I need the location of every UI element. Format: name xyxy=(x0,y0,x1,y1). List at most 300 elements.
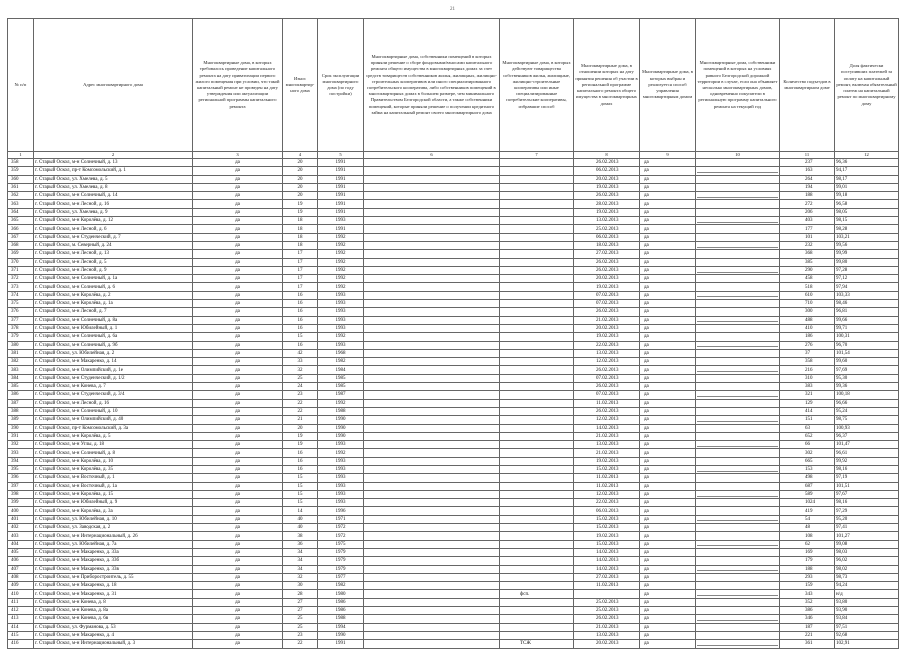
payment-share-cell: 99,56 xyxy=(835,241,899,249)
owners-decision-cell xyxy=(364,374,500,382)
management-cell: да xyxy=(640,391,696,399)
row-number: 358 xyxy=(8,159,34,167)
wear-cell: 30 xyxy=(283,582,318,590)
management-cell: да xyxy=(640,416,696,424)
inclusion-cell xyxy=(696,465,780,473)
payment-share-cell: 101,27 xyxy=(835,532,899,540)
row-number: 372 xyxy=(8,275,34,283)
row-number: 374 xyxy=(8,291,34,299)
entrances-cell: 346 xyxy=(780,615,835,623)
repair-needed-cell: да xyxy=(193,233,283,241)
year-cell: 1991 xyxy=(318,208,364,216)
row-number: 377 xyxy=(8,316,34,324)
decision-date-cell: 26.02.2013 xyxy=(574,383,640,391)
table-row xyxy=(8,507,899,515)
year-cell: 1972 xyxy=(318,524,364,532)
year-cell: 1993 xyxy=(318,291,364,299)
entrances-cell: 188 xyxy=(780,192,835,200)
wear-cell: 32 xyxy=(283,366,318,374)
row-number: 407 xyxy=(8,565,34,573)
column-number: 10 xyxy=(696,152,780,159)
table-row xyxy=(8,424,899,432)
payment-share-cell: 97,94 xyxy=(835,283,899,291)
row-number: 367 xyxy=(8,233,34,241)
header-c6: Многоквартирные дома, собственники помещений в которых приняли решение о сборе фондовыми/взносами капитального ремонта общего имущества в многоквартирных домах за счет средств товариществ собственников жилья, жилищных, жилищно-строительных кооперативов или иного специализированного потребительского кооператива, либо собственников помещений в многоквартирных домах в большем размере, чем минимального Правительством Белгородской области, а также собственники помещений, которые приняли решение о получении кредитного займа на капитальный ремонт своего многоквартирного дома xyxy=(364,19,500,152)
entrances-cell: 403 xyxy=(780,217,835,225)
wear-cell: 16 xyxy=(283,316,318,324)
repair-needed-cell: да xyxy=(193,623,283,631)
cooperative-cell xyxy=(500,225,574,233)
owners-decision-cell xyxy=(364,565,500,573)
table-row xyxy=(8,515,899,523)
year-cell: 1993 xyxy=(318,441,364,449)
table-row xyxy=(8,324,899,332)
scan-mark xyxy=(697,595,778,596)
management-cell: да xyxy=(640,590,696,598)
table-row xyxy=(8,250,899,258)
year-cell: 1992 xyxy=(318,266,364,274)
year-cell: 1990 xyxy=(318,432,364,440)
inclusion-cell xyxy=(696,490,780,498)
owners-decision-cell xyxy=(364,640,500,648)
repair-needed-cell: да xyxy=(193,258,283,266)
management-cell: да xyxy=(640,557,696,565)
repair-needed-cell: да xyxy=(193,383,283,391)
entrances-cell: 410 xyxy=(780,324,835,332)
inclusion-cell xyxy=(696,241,780,249)
row-number: 391 xyxy=(8,432,34,440)
column-number: 9 xyxy=(640,152,696,159)
cooperative-cell xyxy=(500,573,574,581)
repair-needed-cell: да xyxy=(193,391,283,399)
cooperative-cell xyxy=(500,615,574,623)
table-row xyxy=(8,474,899,482)
scan-mark xyxy=(697,396,778,397)
owners-decision-cell xyxy=(364,258,500,266)
row-number: 371 xyxy=(8,266,34,274)
address-cell: г. Старый Оскол, м-н Солнечный, д. 14 xyxy=(34,192,193,200)
row-number: 365 xyxy=(8,217,34,225)
row-number: 373 xyxy=(8,283,34,291)
decision-date-cell xyxy=(574,590,640,598)
management-cell: да xyxy=(640,490,696,498)
owners-decision-cell xyxy=(364,457,500,465)
scan-mark xyxy=(697,346,778,347)
repair-needed-cell: да xyxy=(193,465,283,473)
decision-date-cell: 22.02.2013 xyxy=(574,341,640,349)
year-cell: 1980 xyxy=(318,590,364,598)
header-c4: Износ многоквартирного дома xyxy=(283,19,318,152)
payment-share-cell: 98,02 xyxy=(835,565,899,573)
repair-needed-cell: да xyxy=(193,217,283,225)
year-cell: 1986 xyxy=(318,598,364,606)
table-row xyxy=(8,275,899,283)
address-cell: г. Старый Оскол, м-н Восточный, д. 1а xyxy=(34,482,193,490)
wear-cell: 20 xyxy=(283,175,318,183)
repair-needed-cell: да xyxy=(193,175,283,183)
entrances-cell: 710 xyxy=(780,300,835,308)
entrances-cell: 1024 xyxy=(780,499,835,507)
cooperative-cell xyxy=(500,341,574,349)
payment-share-cell: 98,46 xyxy=(835,300,899,308)
inclusion-cell xyxy=(696,217,780,225)
entrances-cell: 63 xyxy=(780,424,835,432)
payment-share-cell: 96,02 xyxy=(835,557,899,565)
payment-share-cell: 101,47 xyxy=(835,441,899,449)
management-cell: да xyxy=(640,200,696,208)
column-number: 2 xyxy=(34,152,193,159)
table-row xyxy=(8,540,899,548)
table-row xyxy=(8,308,899,316)
decision-date-cell: 15.02.2013 xyxy=(574,524,640,532)
year-cell: 1996 xyxy=(318,507,364,515)
inclusion-cell xyxy=(696,407,780,415)
inclusion-cell xyxy=(696,250,780,258)
year-cell: 1992 xyxy=(318,399,364,407)
payment-share-cell: 102,91 xyxy=(835,640,899,648)
decision-date-cell: 14.02.2013 xyxy=(574,565,640,573)
year-cell: 1968 xyxy=(318,349,364,357)
table-row xyxy=(8,349,899,357)
owners-decision-cell xyxy=(364,192,500,200)
cooperative-cell xyxy=(500,283,574,291)
payment-share-cell: 103,21 xyxy=(835,233,899,241)
cooperative-cell xyxy=(500,399,574,407)
entrances-cell: 186 xyxy=(780,333,835,341)
payment-share-cell: 99,08 xyxy=(835,540,899,548)
cooperative-cell xyxy=(500,167,574,175)
table-row xyxy=(8,159,899,167)
entrances-cell: 232 xyxy=(780,241,835,249)
entrances-cell: 206 xyxy=(780,208,835,216)
payment-share-cell: 97,19 xyxy=(835,474,899,482)
owners-decision-cell xyxy=(364,424,500,432)
decision-date-cell: 26.02.2013 xyxy=(574,258,640,266)
address-cell: г. Старый Оскол, м-н Лесной, д. 16 xyxy=(34,399,193,407)
table-row xyxy=(8,366,899,374)
wear-cell: 14 xyxy=(283,507,318,515)
payment-share-cell: 94,24 xyxy=(835,582,899,590)
address-cell: г. Старый Оскол, м-н Макаренко, д. 33а xyxy=(34,548,193,556)
repair-needed-cell: да xyxy=(193,416,283,424)
payment-share-cell: 99,18 xyxy=(835,192,899,200)
entrances-cell: 62 xyxy=(780,540,835,548)
owners-decision-cell xyxy=(364,283,500,291)
decision-date-cell: 22.02.2013 xyxy=(574,499,640,507)
payment-share-cell: 98,16 xyxy=(835,499,899,507)
entrances-cell: 310 xyxy=(780,374,835,382)
owners-decision-cell xyxy=(364,333,500,341)
wear-cell: 36 xyxy=(283,540,318,548)
entrances-cell: 343 xyxy=(780,590,835,598)
payment-share-cell: 98,15 xyxy=(835,217,899,225)
year-cell: 1992 xyxy=(318,233,364,241)
wear-cell: 40 xyxy=(283,515,318,523)
row-number: 376 xyxy=(8,308,34,316)
table-row xyxy=(8,383,899,391)
inclusion-cell xyxy=(696,482,780,490)
entrances-cell: 221 xyxy=(780,631,835,639)
management-cell: да xyxy=(640,548,696,556)
address-cell: г. Старый Оскол, м-н Углы, д. 18 xyxy=(34,441,193,449)
table-row xyxy=(8,300,899,308)
repair-needed-cell: да xyxy=(193,333,283,341)
cooperative-cell xyxy=(500,424,574,432)
owners-decision-cell xyxy=(364,482,500,490)
owners-decision-cell xyxy=(364,324,500,332)
cooperative-cell xyxy=(500,208,574,216)
decision-date-cell: 15.02.2013 xyxy=(574,515,640,523)
management-cell: да xyxy=(640,449,696,457)
decision-date-cell: 15.02.2013 xyxy=(574,465,640,473)
entrances-cell: 179 xyxy=(780,557,835,565)
payment-share-cell: 100,18 xyxy=(835,391,899,399)
payment-share-cell: 97,41 xyxy=(835,524,899,532)
management-cell: да xyxy=(640,333,696,341)
header-c10: Многоквартирные дома, собственники помещений в которых на условиях равного Белгородской дорожной территории в случае, если она объявляет несколько многоквартирных домов, одновременно покупатели в региональную программу капитального ремонта на текущий год xyxy=(696,19,780,152)
repair-needed-cell: да xyxy=(193,275,283,283)
table-row xyxy=(8,432,899,440)
inclusion-cell xyxy=(696,432,780,440)
wear-cell: 15 xyxy=(283,482,318,490)
decision-date-cell: 27.02.2013 xyxy=(574,573,640,581)
inclusion-cell xyxy=(696,308,780,316)
address-cell: г. Старый Оскол, м-н Интернациональный, д. 26 xyxy=(34,532,193,540)
header-c11: Количество подъездов в многоквартирном доме xyxy=(780,19,835,152)
wear-cell: 15 xyxy=(283,333,318,341)
scan-mark xyxy=(697,421,778,422)
repair-needed-cell: да xyxy=(193,192,283,200)
scan-mark xyxy=(697,272,778,273)
cooperative-cell xyxy=(500,275,574,283)
management-cell: да xyxy=(640,524,696,532)
row-number: 405 xyxy=(8,548,34,556)
table-row xyxy=(8,573,899,581)
management-cell: да xyxy=(640,540,696,548)
column-number: 5 xyxy=(318,152,364,159)
cooperative-cell xyxy=(500,631,574,639)
inclusion-cell xyxy=(696,291,780,299)
year-cell: 1991 xyxy=(318,192,364,200)
decision-date-cell: 26.02.2013 xyxy=(574,192,640,200)
payment-share-cell: 100,31 xyxy=(835,333,899,341)
cooperative-cell xyxy=(500,474,574,482)
wear-cell: 20 xyxy=(283,424,318,432)
owners-decision-cell xyxy=(364,532,500,540)
owners-decision-cell xyxy=(364,233,500,241)
payment-share-cell: 92,68 xyxy=(835,631,899,639)
owners-decision-cell xyxy=(364,449,500,457)
payment-share-cell: 93,90 xyxy=(835,607,899,615)
decision-date-cell: 19.02.2013 xyxy=(574,283,640,291)
table-row xyxy=(8,358,899,366)
table-row xyxy=(8,241,899,249)
payment-share-cell: 98,03 xyxy=(835,548,899,556)
decision-date-cell: 26.02.2013 xyxy=(574,308,640,316)
address-cell: г. Старый Оскол, м-н Лесной, д. 9 xyxy=(34,266,193,274)
row-number: 404 xyxy=(8,540,34,548)
management-cell: да xyxy=(640,316,696,324)
address-cell: г. Старый Оскол, м-н Конева, д. 6в xyxy=(34,615,193,623)
entrances-cell: 101 xyxy=(780,233,835,241)
table-row xyxy=(8,524,899,532)
decision-date-cell: 25.02.2013 xyxy=(574,225,640,233)
cooperative-cell xyxy=(500,183,574,191)
year-cell: 1991 xyxy=(318,183,364,191)
repair-needed-cell: да xyxy=(193,167,283,175)
address-cell: г. Старый Оскол, м-н Студенческий, д. 7 xyxy=(34,233,193,241)
year-cell: 1988 xyxy=(318,407,364,415)
wear-cell: 32 xyxy=(283,573,318,581)
address-cell: г. Старый Оскол, м-н Макаренко, д. 33б xyxy=(34,557,193,565)
year-cell: 1993 xyxy=(318,217,364,225)
cooperative-cell xyxy=(500,499,574,507)
repair-needed-cell: да xyxy=(193,250,283,258)
column-number: 4 xyxy=(283,152,318,159)
header-c12: Доля фактически поступивших платежей за оплату на капитальный ремонт, включая обязательный платеж на капитальный ремонт по многоквартирному дому xyxy=(835,19,899,152)
management-cell: да xyxy=(640,341,696,349)
cooperative-cell xyxy=(500,441,574,449)
entrances-cell: 290 xyxy=(780,266,835,274)
entrances-cell: 385 xyxy=(780,258,835,266)
payment-share-cell: 99,99 xyxy=(835,250,899,258)
row-number: 394 xyxy=(8,457,34,465)
table-row xyxy=(8,416,899,424)
wear-cell: 16 xyxy=(283,300,318,308)
management-cell: да xyxy=(640,499,696,507)
decision-date-cell: 11.02.2013 xyxy=(574,474,640,482)
decision-date-cell: 19.02.2013 xyxy=(574,333,640,341)
year-cell: 1987 xyxy=(318,391,364,399)
cooperative-cell xyxy=(500,540,574,548)
address-cell: г. Старый Оскол, пр-т Комсомольский, д. 1 xyxy=(34,167,193,175)
wear-cell: 16 xyxy=(283,308,318,316)
payment-share-cell: 98,17 xyxy=(835,175,899,183)
header-c7: Многоквартирные дома, в которых действуют товарищества собственников жилья, жилищные, жилищно-строительные кооперативы или иные специализированные потребительские кооперативы, избравшие способ xyxy=(500,19,574,152)
decision-date-cell: 13.02.2013 xyxy=(574,441,640,449)
inclusion-cell xyxy=(696,275,780,283)
owners-decision-cell xyxy=(364,208,500,216)
table-row xyxy=(8,208,899,216)
entrances-cell: 216 xyxy=(780,366,835,374)
wear-cell: 16 xyxy=(283,291,318,299)
wear-cell: 25 xyxy=(283,615,318,623)
table-row xyxy=(8,490,899,498)
address-cell: г. Старый Оскол, ул. Хмелева, д. 8 xyxy=(34,183,193,191)
wear-cell: 34 xyxy=(283,565,318,573)
wear-cell: 21 xyxy=(283,416,318,424)
row-number: 399 xyxy=(8,499,34,507)
year-cell: 1979 xyxy=(318,548,364,556)
address-cell: г. Старый Оскол, м-н Конева, д. 8 xyxy=(34,598,193,606)
repair-needed-cell: да xyxy=(193,266,283,274)
payment-share-cell: 100,93 xyxy=(835,424,899,432)
year-cell: 1991 xyxy=(318,159,364,167)
row-number: 411 xyxy=(8,598,34,606)
owners-decision-cell xyxy=(364,499,500,507)
year-cell: 1993 xyxy=(318,341,364,349)
payment-share-cell: 94,17 xyxy=(835,167,899,175)
address-cell: г. Старый Оскол, м-н Олимпийский, д. 40 xyxy=(34,416,193,424)
decision-date-cell: 06.02.2013 xyxy=(574,233,640,241)
management-cell: да xyxy=(640,250,696,258)
inclusion-cell xyxy=(696,366,780,374)
address-cell: г. Старый Оскол, ул. Юбилейная, д. 7а xyxy=(34,540,193,548)
scan-mark xyxy=(697,520,778,521)
cooperative-cell xyxy=(500,291,574,299)
owners-decision-cell xyxy=(364,441,500,449)
inclusion-cell xyxy=(696,474,780,482)
payment-share-cell: 99,36 xyxy=(835,383,899,391)
table-row xyxy=(8,640,899,648)
year-cell: 1994 xyxy=(318,623,364,631)
row-number: 384 xyxy=(8,374,34,382)
cooperative-cell xyxy=(500,250,574,258)
owners-decision-cell xyxy=(364,490,500,498)
row-number: 395 xyxy=(8,465,34,473)
inclusion-cell xyxy=(696,258,780,266)
payment-share-cell: 96,61 xyxy=(835,449,899,457)
owners-decision-cell xyxy=(364,175,500,183)
wear-cell: 24 xyxy=(283,383,318,391)
decision-date-cell: 07.02.2013 xyxy=(574,291,640,299)
scan-mark xyxy=(697,645,778,646)
cooperative-cell xyxy=(500,457,574,465)
cooperative-cell xyxy=(500,607,574,615)
row-number: 400 xyxy=(8,507,34,515)
inclusion-cell xyxy=(696,565,780,573)
decision-date-cell: 19.02.2013 xyxy=(574,457,640,465)
entrances-cell: 293 xyxy=(780,573,835,581)
repair-needed-cell: да xyxy=(193,557,283,565)
management-cell: да xyxy=(640,275,696,283)
management-cell: да xyxy=(640,308,696,316)
address-cell: г. Старый Оскол, м-н Солнечный, д. 8а xyxy=(34,316,193,324)
table-row xyxy=(8,175,899,183)
repair-needed-cell: да xyxy=(193,225,283,233)
wear-cell: 17 xyxy=(283,275,318,283)
row-number: 382 xyxy=(8,358,34,366)
entrances-cell: 368 xyxy=(780,250,835,258)
wear-cell: 17 xyxy=(283,250,318,258)
scan-mark xyxy=(697,545,778,546)
table-row xyxy=(8,615,899,623)
table-row xyxy=(8,391,899,399)
row-number: 370 xyxy=(8,258,34,266)
repair-needed-cell: да xyxy=(193,407,283,415)
row-number: 389 xyxy=(8,416,34,424)
payment-share-cell: 93,80 xyxy=(835,598,899,606)
year-cell: 1986 xyxy=(318,607,364,615)
payment-share-cell: 95,20 xyxy=(835,515,899,523)
owners-decision-cell xyxy=(364,548,500,556)
management-cell: да xyxy=(640,457,696,465)
wear-cell: 22 xyxy=(283,407,318,415)
owners-decision-cell xyxy=(364,275,500,283)
wear-cell: 34 xyxy=(283,548,318,556)
address-cell: г. Старый Оскол, м-н Королёва, д. 2 xyxy=(34,291,193,299)
cooperative-cell xyxy=(500,374,574,382)
management-cell: да xyxy=(640,324,696,332)
wear-cell: 25 xyxy=(283,623,318,631)
entrances-cell: 419 xyxy=(780,507,835,515)
table-row xyxy=(8,183,899,191)
inclusion-cell xyxy=(696,424,780,432)
inclusion-cell xyxy=(696,399,780,407)
address-cell: г. Старый Оскол, м-н Солнечный, д. 6а xyxy=(34,333,193,341)
column-number: 3 xyxy=(193,152,283,159)
decision-date-cell: 25.02.2013 xyxy=(574,598,640,606)
